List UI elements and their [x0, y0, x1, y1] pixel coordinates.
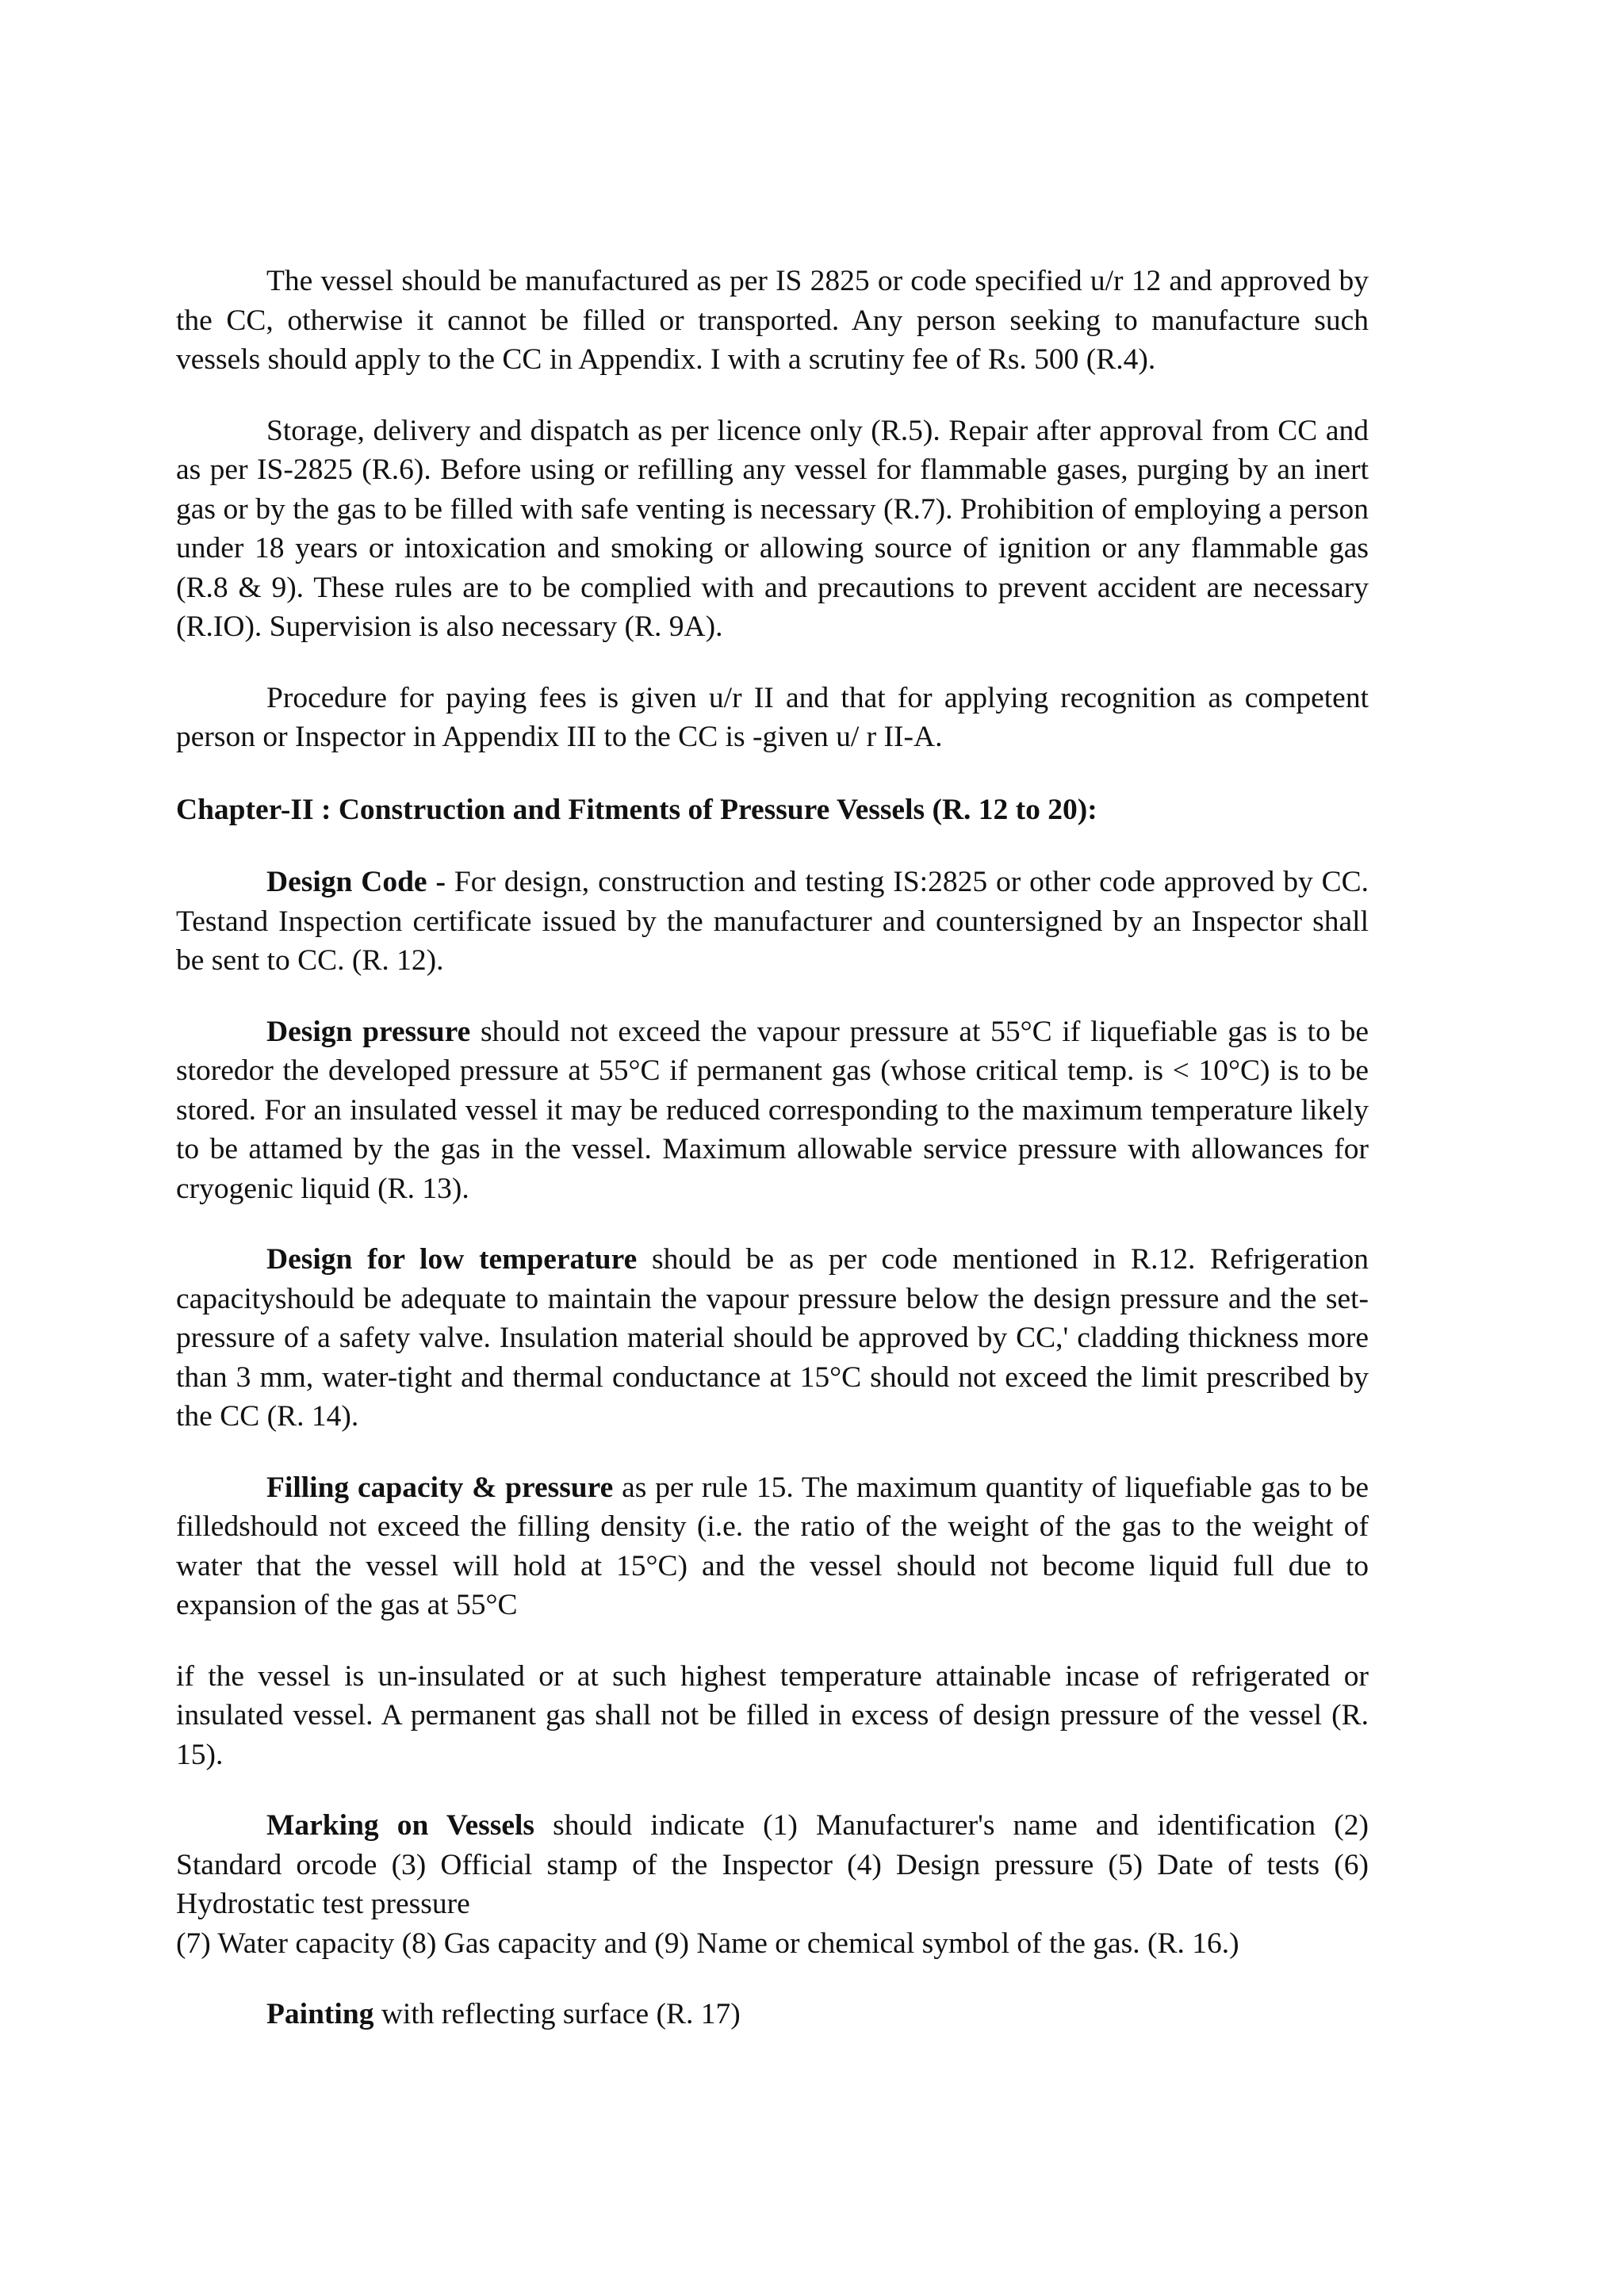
chapter-heading: Chapter-II : Construction and Fitments of Pressure Vessels (R. 12 to 20):: [176, 793, 1097, 826]
text-painting: with reflecting surface (R. 17): [373, 1998, 741, 2030]
paragraph-procedure-fees: Procedure for paying fees is given u/r II and that for applying recognition as competent person or Inspector in Appendix III to the CC is -given u/ r II-A.: [176, 681, 1369, 753]
term-low-temperature: Design for low temperature: [266, 1243, 638, 1276]
term-painting: Painting: [266, 1998, 374, 2030]
paragraph-design-pressure: [176, 1012, 1369, 1209]
paragraph-filling-continued: if the vessel is un-insulated or at such highest temperature attainable incase of refrigerated or insulated vessel. A permanent gas shall not be filled in excess of design pressure of the vessel (R. 15).: [176, 1659, 1369, 1771]
paragraph-marking-vessels: [176, 1806, 1369, 1924]
text-design-code: For design, construction and testing IS:2825 or other code approved by CC. Testand Inspection certificate issued by the manufacturer and countersigned by an Inspector shall be sent to CC. (R. 12).: [176, 866, 1369, 977]
paragraph-painting: [176, 1995, 1369, 2034]
paragraph-vessel-manufacture: The vessel should be manufactured as per IS 2825 or code specified u/r 12 and approved by the CC, otherwise it cannot be filled or transported. Any person seeking to manufacture such vessels should apply to the CC in Appendix. I with a scrutiny fee of Rs. 500 (R.4).: [176, 265, 1369, 376]
text-filling-capacity: as per rule 15. The maximum quantity of liquefiable gas to be filledshould not exceed the filling density (i.e. the ratio of the weight of the gas to the weight of water that the vessel will hold at 15°C) and the vessel should not become liquid full due to expansion of the gas at 55°C: [176, 1471, 1369, 1621]
paragraph-storage-delivery: Storage, delivery and dispatch as per licence only (R.5). Repair after approval from CC and as per IS-2825 (R.6). Before using or refilling any vessel for flammable gases, purging by an inert gas or by the gas to be filled with safe venting is necessary (R.7). Prohibition of employing a person under 18 years or intoxication and smoking or allowing source of ignition or any flammable gas (R.8 & 9). These rules are to be complied with and precautions to prevent accident are necessary (R.IO). Supervision is also necessary (R. 9A).: [176, 414, 1369, 643]
paragraph-filling-capacity: [176, 1468, 1369, 1625]
term-filling-capacity: Filling capacity & pressure: [266, 1471, 614, 1504]
term-design-pressure: Design pressure: [266, 1015, 471, 1048]
document-page: [176, 262, 1369, 2034]
term-design-code: Design Code -: [266, 866, 446, 898]
term-marking-vessels: Marking on Vessels: [266, 1809, 535, 1842]
text-design-pressure: should not exceed the vapour pressure at 55°C if liquefiable gas is to be storedor the developed pressure at 55°C if permanent gas (whose critical temp. is < 10°C) is to be stored. For an insulated vessel it may be reduced corresponding to the maximum temperature likely to be attamed by the gas in the vessel. Maximum allowable service pressure with allowances for cryogenic liquid (R. 13).: [176, 1015, 1369, 1205]
paragraph-design-code: [176, 863, 1369, 981]
paragraph-marking-list-continued: (7) Water capacity (8) Gas capacity and (9) Name or chemical symbol of the gas. (R. 16.): [176, 1927, 1239, 1960]
text-marking-vessels: should indicate (1) Manufacturer's name and identification (2) Standard orcode (3) Official stamp of the Inspector (4) Design pressure (5) Date of tests (6) Hydrostatic test pressure: [176, 1809, 1369, 1920]
text-low-temperature: should be as per code mentioned in R.12. Refrigeration capacityshould be adequate to maintain the vapour pressure below the design pressure and the set-pressure of a safety valve. Insulation material should be approved by CC,' cladding thickness more than 3 mm, water-tight and thermal conductance at 15°C should not exceed the limit prescribed by the CC (R. 14).: [176, 1243, 1369, 1433]
paragraph-low-temperature: [176, 1240, 1369, 1437]
